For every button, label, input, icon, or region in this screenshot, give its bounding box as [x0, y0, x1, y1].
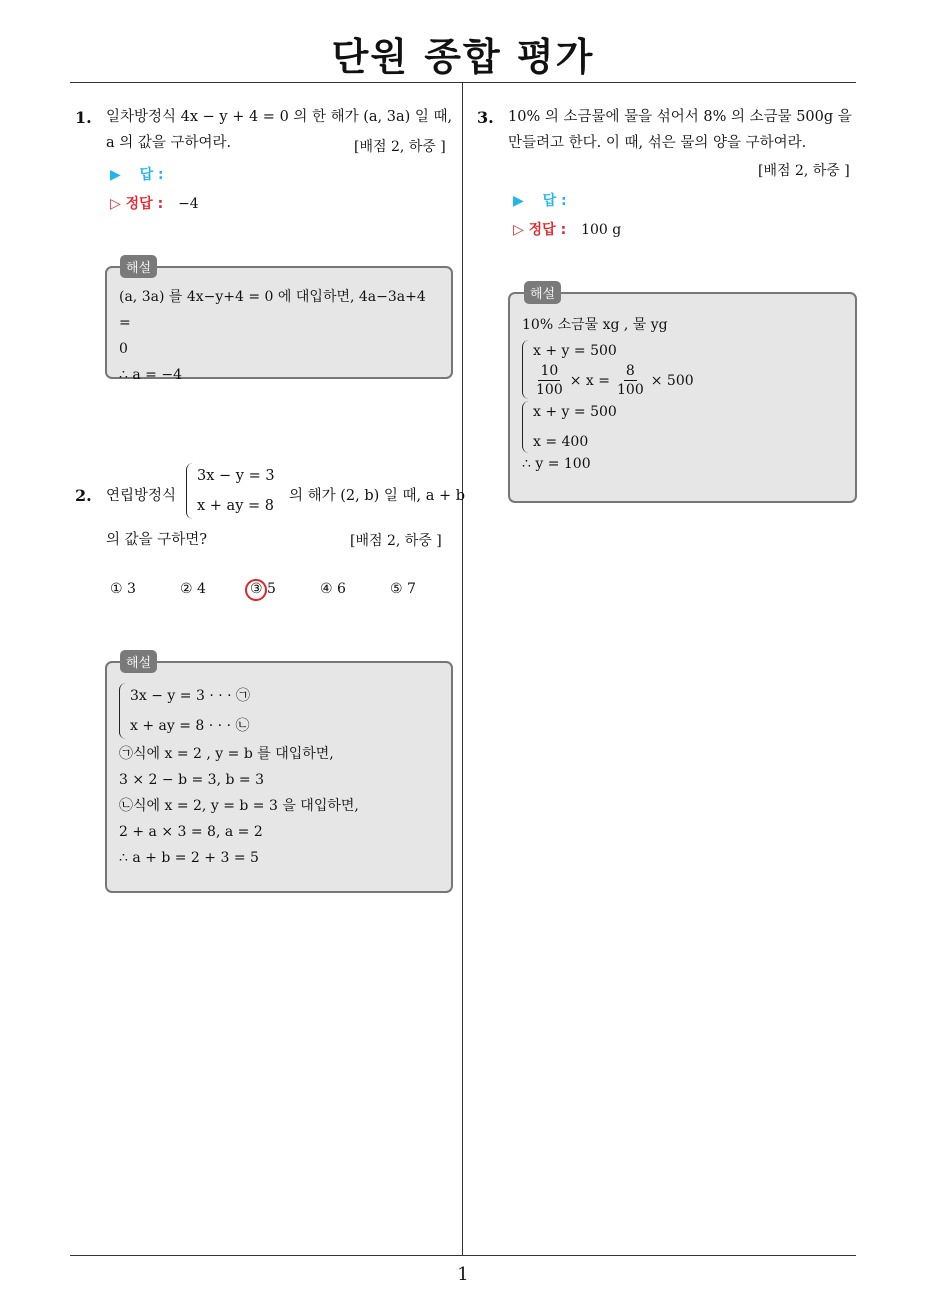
q3-sysA2: [533, 362, 694, 399]
q2-solution-line: ㉡식에 x = 2, y = b = 3 을 대입하면,: [119, 798, 359, 814]
q3-correct-value: 100 g: [581, 222, 622, 238]
q1-solution-line: (a, 3a) 를 4x−y+4 = 0 에 대입하면, 4a−3a+4 =: [119, 289, 426, 331]
selected-answer-circle-icon: [245, 579, 267, 601]
q3-correct-label: 정답 :: [528, 222, 567, 238]
q1-correct-label: 정답 :: [125, 196, 164, 212]
q3-sysA2-end: × 500: [650, 372, 694, 389]
play-icon: ▶: [513, 193, 524, 209]
brace: [186, 463, 193, 519]
q1-line1: 일차방정식 4x − y + 4 = 0 의 한 해가 (a, 3a) 일 때,: [106, 109, 453, 125]
q2-number: 2.: [75, 486, 92, 505]
q3-solution-tag: 해설: [524, 281, 561, 304]
q3-sysB2: x = 400: [533, 434, 589, 450]
q2-eq1: 3x − y = 3: [197, 468, 275, 484]
q1-line2: a 의 값을 구하여라.: [106, 135, 232, 151]
page-title: 단원 종합 평가: [331, 35, 595, 79]
q2-meta: [배점 2, 하중 ]: [350, 533, 442, 549]
q3-sol-intro: 10% 소금물 xg , 물 yg: [522, 317, 668, 333]
outline-triangle-icon: ▷: [513, 222, 524, 238]
choice-5[interactable]: ⑤ 7: [390, 581, 416, 597]
q2-solution-line: 3 × 2 − b = 3, b = 3: [119, 772, 264, 788]
q3-sysA1: x + y = 500: [533, 343, 617, 359]
outline-triangle-icon: ▷: [110, 196, 121, 212]
q2-line2: 의 값을 구하면?: [106, 532, 208, 548]
q1-number: 1.: [75, 108, 92, 127]
q2-eq2: x + ay = 8: [197, 498, 274, 514]
footer-divider: [70, 1255, 856, 1256]
q2-suffix: 의 해가 (2, b) 일 때, a + b: [289, 488, 466, 504]
q1-solution-line: 0: [119, 341, 128, 357]
fraction: $\frac{8}{100}$: [617, 363, 644, 398]
brace: [119, 683, 126, 739]
q1-correct-row: [110, 193, 199, 213]
q3-correct-row: [513, 219, 621, 239]
q1-answer-row[interactable]: [110, 164, 164, 184]
q2-solution-tag: 해설: [120, 650, 157, 673]
q2-sys1: 3x − y = 3 · · · ㉠: [130, 688, 251, 704]
q3-sysA2-mid: × x =: [569, 372, 610, 389]
brace: [522, 340, 529, 399]
page-number: 1: [457, 1264, 469, 1285]
q3-sysB1: x + y = 500: [533, 404, 617, 420]
header-divider: [70, 82, 856, 83]
q3-answer-label: 답 :: [542, 193, 567, 209]
q1-solution-box: [105, 266, 453, 383]
q1-meta: [배점 2, 하중 ]: [354, 139, 446, 155]
q3-meta: [배점 2, 하중 ]: [758, 163, 850, 179]
q3-line1: 10% 의 소금물에 물을 섞어서 8% 의 소금물 500g 을: [508, 109, 852, 125]
choice-4[interactable]: ④ 6: [320, 581, 346, 597]
choice-3[interactable]: ③ 5: [250, 581, 276, 597]
q3-solution-box: [508, 292, 857, 503]
q1-solution-tag: 해설: [120, 255, 157, 278]
q2-solution-box: [105, 661, 453, 893]
q2-system: [186, 463, 275, 519]
q1-answer-label: 답 :: [139, 167, 164, 183]
choice-2[interactable]: ② 4: [180, 581, 206, 597]
q3-line2: 만들려고 한다. 이 때, 섞은 물의 양을 구하여라.: [508, 135, 807, 151]
q2-sys2: x + ay = 8 · · · ㉡: [130, 718, 250, 734]
q1-solution-line: ∴ a = −4: [119, 367, 182, 383]
column-divider: [462, 83, 463, 1255]
fraction: $\frac{10}{100}$: [536, 363, 563, 398]
q3-answer-row[interactable]: [513, 190, 567, 210]
q2-prefix: 연립방정식: [106, 488, 177, 504]
brace: [522, 401, 529, 453]
q2-solution-line: ∴ a + b = 2 + 3 = 5: [119, 850, 259, 866]
play-icon: ▶: [110, 167, 121, 183]
q1-correct-value: −4: [178, 196, 199, 212]
q2-solution-line: ㉠식에 x = 2 , y = b 를 대입하면,: [119, 746, 334, 762]
q3-sol-final: ∴ y = 100: [522, 456, 591, 472]
q2-solution-line: 2 + a × 3 = 8, a = 2: [119, 824, 263, 840]
q3-number: 3.: [477, 108, 494, 127]
choice-1[interactable]: ① 3: [110, 581, 136, 597]
q3-text: [508, 104, 858, 156]
